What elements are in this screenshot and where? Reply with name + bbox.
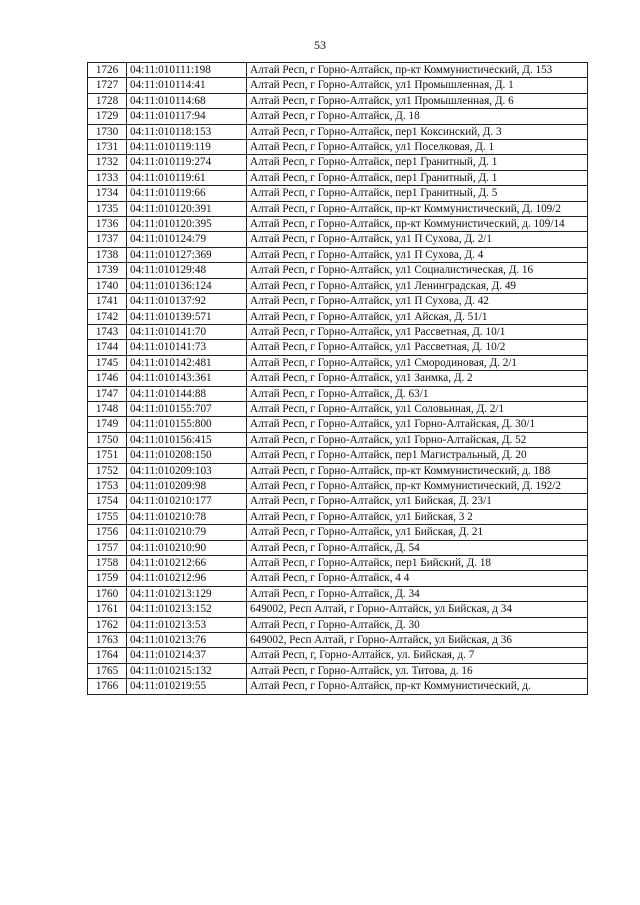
table-row [88, 540, 588, 555]
cadastral-number-cell: 04:11:010142:481 [127, 355, 247, 370]
table-row [88, 509, 588, 524]
address-cell: Алтай Респ, г Горно-Алтайск, ул1 Промышленная, Д. 6 [247, 93, 588, 108]
address-cell: Алтай Респ, г Горно-Алтайск, пер1 Магистральный, Д. 20 [247, 448, 588, 463]
table-row [88, 124, 588, 139]
table-row [88, 401, 588, 416]
address-cell: Алтай Респ, г Горно-Алтайск, пер1 Гранитный, Д. 1 [247, 170, 588, 185]
cadastral-number-cell: 04:11:010212:96 [127, 571, 247, 586]
table-row [88, 278, 588, 293]
page-number: 53 [314, 38, 326, 52]
table-row [88, 294, 588, 309]
table-row [88, 586, 588, 601]
cadastral-number-cell: 04:11:010209:98 [127, 478, 247, 493]
cadastral-number-cell: 04:11:010117:94 [127, 109, 247, 124]
table-row [88, 309, 588, 324]
table-row [88, 109, 588, 124]
table-row [88, 602, 588, 617]
cadastral-number-cell: 04:11:010210:78 [127, 509, 247, 524]
row-number-cell: 1729 [88, 109, 127, 124]
row-number-cell: 1748 [88, 401, 127, 416]
row-number-cell: 1764 [88, 648, 127, 663]
row-number-cell: 1762 [88, 617, 127, 632]
table-row [88, 448, 588, 463]
cadastral-number-cell: 04:11:010219:55 [127, 679, 247, 694]
table-row [88, 556, 588, 571]
row-number-cell: 1759 [88, 571, 127, 586]
table-row [88, 494, 588, 509]
address-cell: Алтай Респ, г Горно-Алтайск, ул1 П Сухова, Д. 2/1 [247, 232, 588, 247]
address-cell: Алтай Респ, г Горно-Алтайск, Д. 18 [247, 109, 588, 124]
table-row [88, 201, 588, 216]
cadastral-number-cell: 04:11:010120:395 [127, 217, 247, 232]
table-row [88, 217, 588, 232]
address-cell: Алтай Респ, г Горно-Алтайск, ул1 Соловьиная, Д. 2/1 [247, 401, 588, 416]
row-number-cell: 1728 [88, 93, 127, 108]
row-number-cell: 1730 [88, 124, 127, 139]
address-cell: Алтай Респ, г Горно-Алтайск, пр-кт Коммунистический, Д. 153 [247, 63, 588, 78]
cadastral-number-cell: 04:11:010119:61 [127, 170, 247, 185]
address-cell: Алтай Респ, г Горно-Алтайск, ул1 Рассветная, Д. 10/2 [247, 340, 588, 355]
cadastral-number-cell: 04:11:010119:66 [127, 186, 247, 201]
row-number-cell: 1747 [88, 386, 127, 401]
address-cell: Алтай Респ, г Горно-Алтайск, ул1 Бийская, Д. 21 [247, 525, 588, 540]
table-row [88, 63, 588, 78]
row-number-cell: 1738 [88, 247, 127, 262]
cadastral-number-cell: 04:11:010213:53 [127, 617, 247, 632]
row-number-cell: 1737 [88, 232, 127, 247]
address-cell: Алтай Респ, г Горно-Алтайск, ул1 П Сухова, Д. 4 [247, 247, 588, 262]
table-row [88, 432, 588, 447]
table-row [88, 663, 588, 678]
row-number-cell: 1756 [88, 525, 127, 540]
table-row [88, 247, 588, 262]
row-number-cell: 1739 [88, 263, 127, 278]
row-number-cell: 1744 [88, 340, 127, 355]
address-cell: Алтай Респ, г Горно-Алтайск, ул1 Заимка, Д. 2 [247, 371, 588, 386]
property-registry-table [87, 62, 588, 695]
cadastral-number-cell: 04:11:010215:132 [127, 663, 247, 678]
cadastral-number-cell: 04:11:010208:150 [127, 448, 247, 463]
cadastral-number-cell: 04:11:010119:274 [127, 155, 247, 170]
row-number-cell: 1752 [88, 463, 127, 478]
table-row [88, 463, 588, 478]
address-cell: Алтай Респ, г Горно-Алтайск, ул. Титова, д. 16 [247, 663, 588, 678]
cadastral-number-cell: 04:11:010143:361 [127, 371, 247, 386]
cadastral-number-cell: 04:11:010214:37 [127, 648, 247, 663]
table-row [88, 679, 588, 694]
row-number-cell: 1731 [88, 140, 127, 155]
address-cell: Алтай Респ, г Горно-Алтайск, пер1 Коксинский, Д. 3 [247, 124, 588, 139]
table-row [88, 478, 588, 493]
cadastral-number-cell: 04:11:010118:153 [127, 124, 247, 139]
address-cell: Алтай Респ, г, Горно-Алтайск, ул. Бийская, д. 7 [247, 648, 588, 663]
cadastral-number-cell: 04:11:010210:177 [127, 494, 247, 509]
row-number-cell: 1746 [88, 371, 127, 386]
cadastral-number-cell: 04:11:010156:415 [127, 432, 247, 447]
address-cell: Алтай Респ, г Горно-Алтайск, Д. 34 [247, 586, 588, 601]
cadastral-number-cell: 04:11:010141:70 [127, 324, 247, 339]
row-number-cell: 1735 [88, 201, 127, 216]
address-cell: Алтай Респ, г Горно-Алтайск, пр-кт Коммунистический, Д. 192/2 [247, 478, 588, 493]
row-number-cell: 1732 [88, 155, 127, 170]
table-row [88, 155, 588, 170]
cadastral-number-cell: 04:11:010114:68 [127, 93, 247, 108]
row-number-cell: 1754 [88, 494, 127, 509]
table-row [88, 93, 588, 108]
table-row [88, 386, 588, 401]
table-row [88, 633, 588, 648]
table-row [88, 78, 588, 93]
address-cell: Алтай Респ, г Горно-Алтайск, ул1 П Сухова, Д. 42 [247, 294, 588, 309]
row-number-cell: 1758 [88, 556, 127, 571]
address-cell: Алтай Респ, г Горно-Алтайск, ул1 Социалистическая, Д. 16 [247, 263, 588, 278]
cadastral-number-cell: 04:11:010210:90 [127, 540, 247, 555]
cadastral-number-cell: 04:11:010212:66 [127, 556, 247, 571]
row-number-cell: 1753 [88, 478, 127, 493]
row-number-cell: 1765 [88, 663, 127, 678]
cadastral-number-cell: 04:11:010114:41 [127, 78, 247, 93]
address-cell: Алтай Респ, г Горно-Алтайск, пер1 Бийский, Д. 18 [247, 556, 588, 571]
address-cell: Алтай Респ, г Горно-Алтайск, ул1 Айская, Д. 51/1 [247, 309, 588, 324]
table-row [88, 170, 588, 185]
address-cell: Алтай Респ, г Горно-Алтайск, ул1 Горно-Алтайская, Д. 30/1 [247, 417, 588, 432]
row-number-cell: 1742 [88, 309, 127, 324]
row-number-cell: 1763 [88, 633, 127, 648]
table-row [88, 417, 588, 432]
table-row [88, 340, 588, 355]
row-number-cell: 1761 [88, 602, 127, 617]
cadastral-number-cell: 04:11:010137:92 [127, 294, 247, 309]
table-row [88, 648, 588, 663]
table-row [88, 525, 588, 540]
cadastral-number-cell: 04:11:010213:76 [127, 633, 247, 648]
table-row [88, 186, 588, 201]
cadastral-number-cell: 04:11:010141:73 [127, 340, 247, 355]
table-row [88, 355, 588, 370]
row-number-cell: 1751 [88, 448, 127, 463]
address-cell: Алтай Респ, г Горно-Алтайск, ул1 Бийская, 3 2 [247, 509, 588, 524]
cadastral-number-cell: 04:11:010119:119 [127, 140, 247, 155]
address-cell: Алтай Респ, г Горно-Алтайск, ул1 Бийская, Д. 23/1 [247, 494, 588, 509]
row-number-cell: 1734 [88, 186, 127, 201]
address-cell: Алтай Респ, г Горно-Алтайск, 4 4 [247, 571, 588, 586]
row-number-cell: 1740 [88, 278, 127, 293]
row-number-cell: 1741 [88, 294, 127, 309]
cadastral-number-cell: 04:11:010129:48 [127, 263, 247, 278]
cadastral-number-cell: 04:11:010213:129 [127, 586, 247, 601]
row-number-cell: 1755 [88, 509, 127, 524]
cadastral-number-cell: 04:11:010124:79 [127, 232, 247, 247]
address-cell: Алтай Респ, г Горно-Алтайск, пр-кт Коммунистический, д. 109/14 [247, 217, 588, 232]
table-row [88, 371, 588, 386]
table-row [88, 232, 588, 247]
address-cell: Алтай Респ, г Горно-Алтайск, ул1 Горно-Алтайская, Д. 52 [247, 432, 588, 447]
row-number-cell: 1766 [88, 679, 127, 694]
table-row [88, 571, 588, 586]
row-number-cell: 1745 [88, 355, 127, 370]
address-cell: Алтай Респ, г Горно-Алтайск, пер1 Гранитный, Д. 5 [247, 186, 588, 201]
address-cell: Алтай Респ, г Горно-Алтайск, ул1 Промышленная, Д. 1 [247, 78, 588, 93]
cadastral-number-cell: 04:11:010210:79 [127, 525, 247, 540]
table-row [88, 263, 588, 278]
table-row [88, 324, 588, 339]
address-cell: Алтай Респ, г Горно-Алтайск, пр-кт Коммунистический, Д. 109/2 [247, 201, 588, 216]
cadastral-number-cell: 04:11:010155:800 [127, 417, 247, 432]
cadastral-number-cell: 04:11:010213:152 [127, 602, 247, 617]
cadastral-number-cell: 04:11:010111:198 [127, 63, 247, 78]
address-cell: Алтай Респ, г Горно-Алтайск, пр-кт Коммунистический, д. 188 [247, 463, 588, 478]
registry-table-body [88, 63, 588, 695]
cadastral-number-cell: 04:11:010139:571 [127, 309, 247, 324]
row-number-cell: 1743 [88, 324, 127, 339]
address-cell: Алтай Респ, г Горно-Алтайск, пер1 Гранитный, Д. 1 [247, 155, 588, 170]
cadastral-number-cell: 04:11:010127:369 [127, 247, 247, 262]
table-row [88, 140, 588, 155]
address-cell: Алтай Респ, г Горно-Алтайск, ул1 Поселковая, Д. 1 [247, 140, 588, 155]
row-number-cell: 1757 [88, 540, 127, 555]
cadastral-number-cell: 04:11:010144:88 [127, 386, 247, 401]
address-cell: Алтай Респ, г Горно-Алтайск, ул1 Ленинградская, Д. 49 [247, 278, 588, 293]
cadastral-number-cell: 04:11:010155:707 [127, 401, 247, 416]
address-cell: Алтай Респ, г Горно-Алтайск, Д. 30 [247, 617, 588, 632]
row-number-cell: 1736 [88, 217, 127, 232]
cadastral-number-cell: 04:11:010120:391 [127, 201, 247, 216]
address-cell: Алтай Респ, г Горно-Алтайск, ул1 Смородиновая, Д. 2/1 [247, 355, 588, 370]
address-cell: 649002, Респ Алтай, г Горно-Алтайск, ул Бийская, д 34 [247, 602, 588, 617]
row-number-cell: 1749 [88, 417, 127, 432]
row-number-cell: 1727 [88, 78, 127, 93]
table-row [88, 617, 588, 632]
address-cell: Алтай Респ, г Горно-Алтайск, Д. 63/1 [247, 386, 588, 401]
row-number-cell: 1733 [88, 170, 127, 185]
row-number-cell: 1750 [88, 432, 127, 447]
address-cell: Алтай Респ, г Горно-Алтайск, Д. 54 [247, 540, 588, 555]
address-cell: 649002, Респ Алтай, г Горно-Алтайск, ул Бийская, д 36 [247, 633, 588, 648]
cadastral-number-cell: 04:11:010136:124 [127, 278, 247, 293]
row-number-cell: 1726 [88, 63, 127, 78]
address-cell: Алтай Респ, г Горно-Алтайск, пр-кт Коммунистический, д. [247, 679, 588, 694]
row-number-cell: 1760 [88, 586, 127, 601]
cadastral-number-cell: 04:11:010209:103 [127, 463, 247, 478]
address-cell: Алтай Респ, г Горно-Алтайск, ул1 Рассветная, Д. 10/1 [247, 324, 588, 339]
